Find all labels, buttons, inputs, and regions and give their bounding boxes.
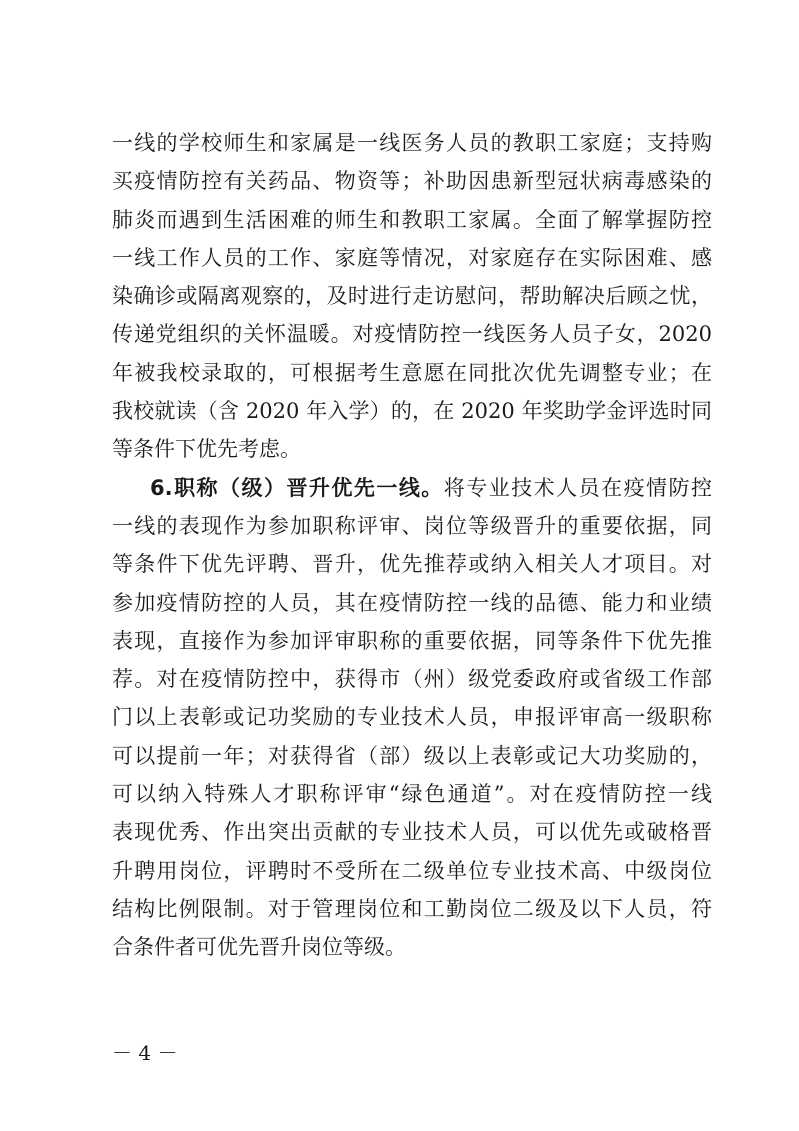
section-heading-line: [112, 469, 712, 507]
page-number: － 4 －: [112, 1041, 178, 1065]
text-line: 一线工作人员的工作、家庭等情况，对家庭存在实际困难、感: [112, 245, 712, 270]
text-line: 传递党组织的关怀温暖。对疫情防控一线医务人员子女，2020: [112, 322, 712, 347]
text-line: 可以提前一年；对获得省（部）级以上表彰或记大功奖励的，: [112, 743, 712, 768]
text-line: 门以上表彰或记功奖励的专业技术人员，申报评审高一级职称: [112, 705, 712, 730]
text-line: 染确诊或隔离观察的，及时进行走访慰问，帮助解决后顾之忧，: [112, 284, 712, 309]
text-line: 一线的学校师生和家属是一线医务人员的教职工家庭；支持购: [112, 131, 712, 155]
text-line: 合条件者可优先晋升岗位等级。: [112, 935, 406, 960]
text-line: 等条件下优先考虑。: [112, 437, 301, 462]
body-text: [112, 124, 712, 967]
text-line: 升聘用岗位，评聘时不受所在二级单位专业技术高、中级岗位: [112, 858, 712, 883]
text-line: 买疫情防控有关药品、物资等；补助因患新型冠状病毒感染的: [112, 169, 712, 194]
text-line: 表现，直接作为参加评审职称的重要依据，同等条件下优先推: [112, 628, 712, 653]
heading-line-text: 将专业技术人员在疫情防控: [443, 475, 712, 500]
text-line: 年被我校录取的，可根据考生意愿在同批次优先调整专业；在: [112, 360, 712, 385]
text-line: 一线的表现作为参加职称评审、岗位等级晋升的重要依据，同: [112, 513, 712, 538]
text-line: 荐。对在疫情防控中，获得市（州）级党委政府或省级工作部: [112, 667, 712, 692]
text-line: 等条件下优先评聘、晋升，优先推荐或纳入相关人才项目。对: [112, 552, 712, 577]
text-line: 可以纳入特殊人才职称评审“绿色通道”。对在疫情防控一线: [112, 782, 712, 807]
text-line: 结构比例限制。对于管理岗位和工勤岗位二级及以下人员，符: [112, 896, 712, 921]
text-line: 我校就读（含 2020 年入学）的，在 2020 年奖助学金评选时同: [112, 399, 712, 424]
text-line: 表现优秀、作出突出贡献的专业技术人员，可以优先或破格晋: [112, 820, 712, 845]
text-line: 肺炎而遇到生活困难的师生和教职工家属。全面了解掌握防控: [112, 207, 712, 232]
section-heading: 6.职称（级）晋升优先一线。: [150, 475, 444, 500]
text-line: 参加疫情防控的人员，其在疫情防控一线的品德、能力和业绩: [112, 590, 712, 615]
